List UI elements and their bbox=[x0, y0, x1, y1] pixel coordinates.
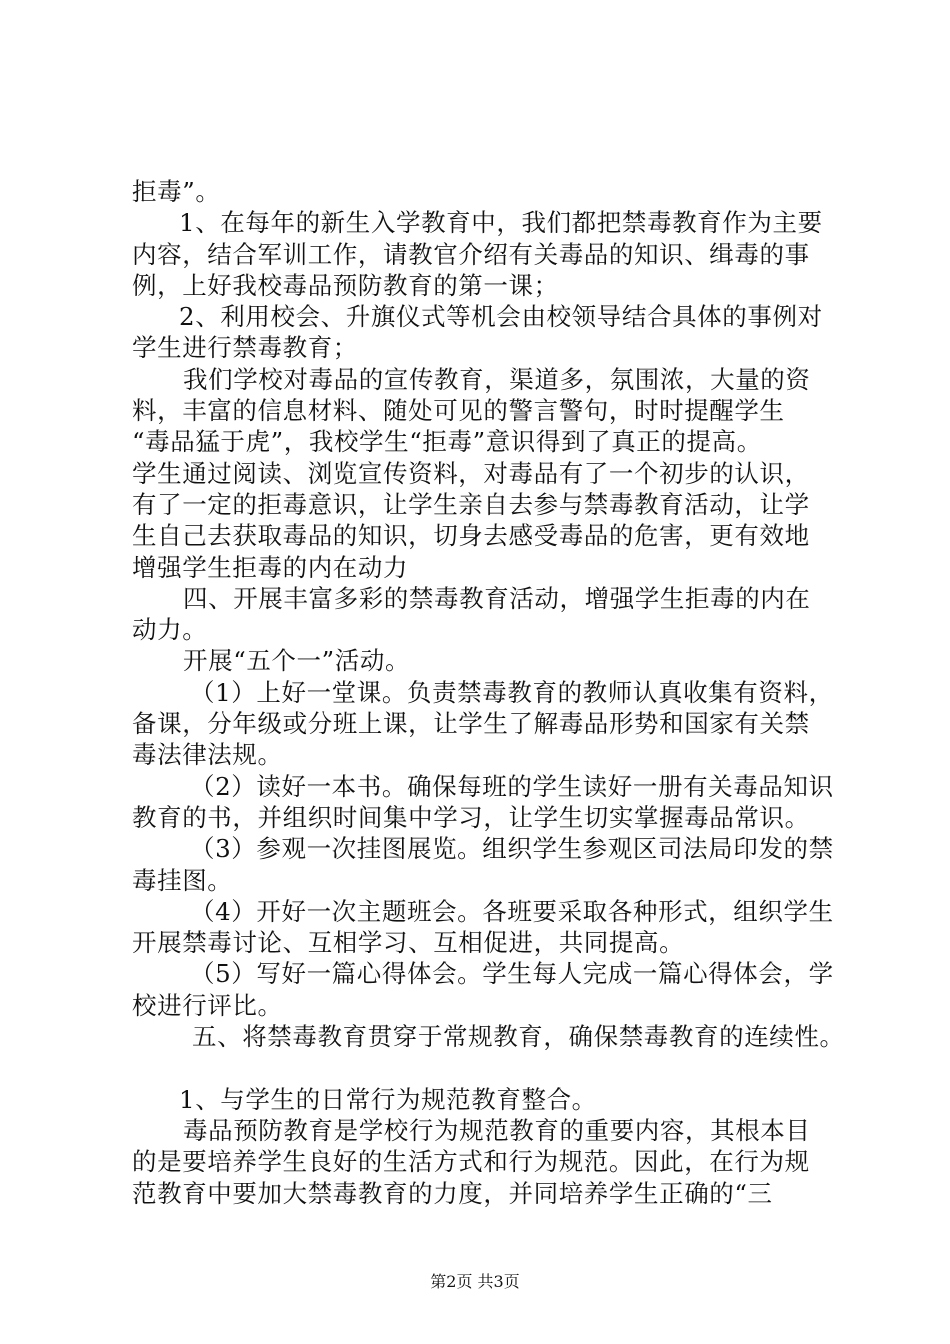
text-line: 动力。 bbox=[132, 615, 208, 645]
text-line: 毒品预防教育是学校行为规范教育的重要内容，其根本目 bbox=[183, 1115, 811, 1145]
text-line: （3）参观一次挂图展览。组织学生参观区司法局印发的禁 bbox=[190, 834, 834, 864]
text-line: 学生进行禁毒教育； bbox=[132, 333, 358, 363]
text-line: 料，丰富的信息材料、随处可见的警言警句，时时提醒学生 bbox=[132, 396, 785, 426]
text-line: 开展“五个一”活动。 bbox=[183, 646, 411, 676]
page-footer bbox=[0, 1272, 950, 1292]
text-line: 增强学生拒毒的内在动力 bbox=[132, 552, 409, 582]
text-line: 的是要培养学生良好的生活方式和行为规范。因此，在行为规 bbox=[132, 1147, 810, 1177]
text-line: 1、与学生的日常行为规范教育整合。 bbox=[179, 1084, 597, 1114]
text-line: 校进行评比。 bbox=[132, 990, 283, 1020]
document-body bbox=[132, 176, 845, 1209]
text-line: 1、在每年的新生入学教育中，我们都把禁毒教育作为主要 bbox=[179, 208, 823, 238]
text-line: 备课，分年级或分班上课，让学生了解毒品形势和国家有关禁 bbox=[132, 709, 810, 739]
text-line: （4）开好一次主题班会。各班要采取各种形式，组织学生 bbox=[190, 896, 834, 926]
text-line: 有了一定的拒毒意识，让学生亲自去参与禁毒教育活动，让学 bbox=[132, 489, 810, 519]
text-line: 毒法律法规。 bbox=[132, 740, 283, 770]
text-line: （2）读好一本书。确保每班的学生读好一册有关毒品知识 bbox=[190, 771, 834, 801]
text-line: 开展禁毒讨论、互相学习、互相促进，共同提高。 bbox=[132, 928, 685, 958]
text-line: 范教育中要加大禁毒教育的力度，并同培养学生正确的“三 bbox=[132, 1178, 773, 1208]
page-number: 第2页 共3页 bbox=[430, 1272, 520, 1291]
text-line: 2、利用校会、升旗仪式等机会由校领导结合具体的事例对 bbox=[179, 302, 823, 332]
text-line: （5）写好一篇心得体会。学生每人完成一篇心得体会，学 bbox=[190, 959, 834, 989]
text-line: 例，上好我校毒品预防教育的第一课； bbox=[132, 270, 559, 300]
text-line: 内容，结合军训工作，请教官介绍有关毒品的知识、缉毒的事 bbox=[132, 239, 810, 269]
text-line: 五、将禁毒教育贯穿于常规教育，确保禁毒教育的连续性。 bbox=[192, 1022, 845, 1052]
text-line: 教育的书，并组织时间集中学习，让学生切实掌握毒品常识。 bbox=[132, 802, 810, 832]
text-line: 我们学校对毒品的宣传教育，渠道多，氛围浓，大量的资 bbox=[183, 364, 811, 394]
text-line: 四、开展丰富多彩的禁毒教育活动，增强学生拒毒的内在 bbox=[183, 583, 811, 613]
text-line: 生自己去获取毒品的知识，切身去感受毒品的危害，更有效地 bbox=[132, 521, 810, 551]
text-line: 毒挂图。 bbox=[132, 865, 233, 895]
text-line: （1）上好一堂课。负责禁毒教育的教师认真收集有资料， bbox=[190, 677, 834, 707]
text-line: 拒毒”。 bbox=[132, 177, 221, 206]
text-line: “毒品猛于虎”，我校学生“拒毒”意识得到了真正的提高。 bbox=[132, 427, 762, 457]
blank-line bbox=[132, 1052, 842, 1083]
text-line: 学生通过阅读、浏览宣传资料，对毒品有了一个初步的认识， bbox=[132, 458, 810, 488]
